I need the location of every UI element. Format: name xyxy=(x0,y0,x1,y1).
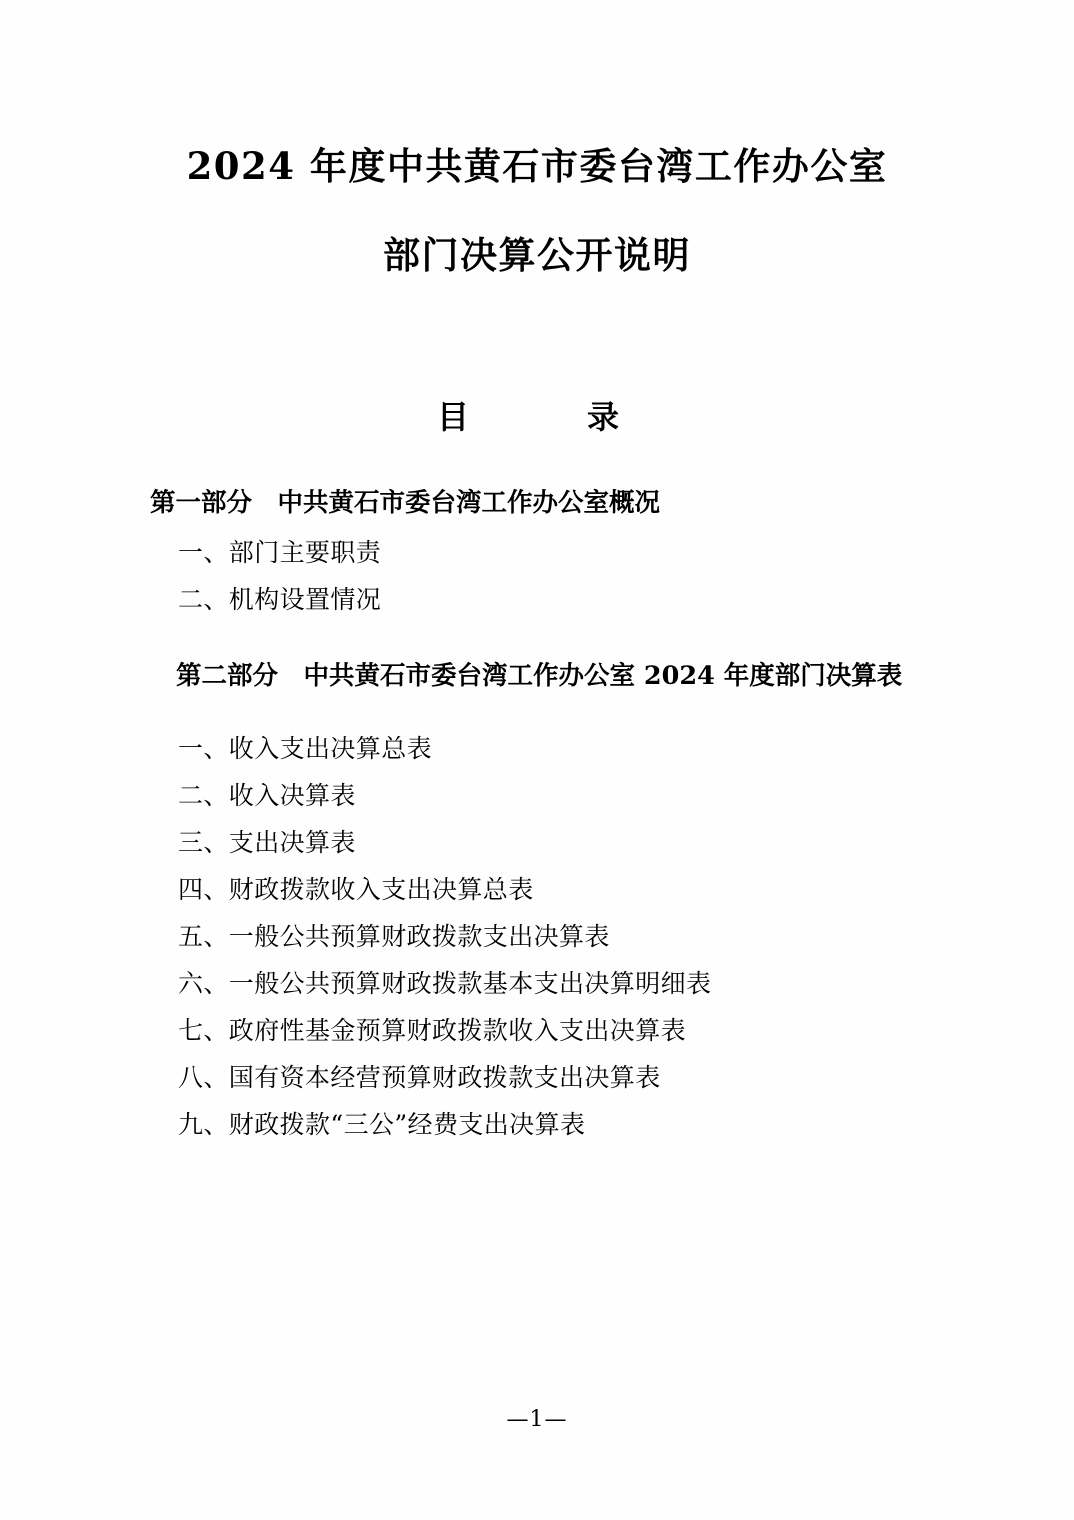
page-title xyxy=(148,144,926,277)
list-item: 六、一般公共预算财政拨款基本支出决算明细表 xyxy=(178,968,712,998)
page-number: —1— xyxy=(506,1407,568,1432)
toc-part-two-heading: 第二部分 中共黄石市委台湾工作办公室 2024 年度部门决算表 xyxy=(176,661,903,692)
list-item: 一、收入支出决算总表 xyxy=(178,733,433,763)
list-item: 八、国有资本经营预算财政拨款支出决算表 xyxy=(178,1062,661,1092)
list-item: 二、收入决算表 xyxy=(178,780,356,810)
list-item: 九、财政拨款“三公”经费支出决算表 xyxy=(178,1109,586,1139)
title-line-1: 2024 年度中共黄石市委台湾工作办公室 xyxy=(186,144,888,188)
list-item: 五、一般公共预算财政拨款支出决算表 xyxy=(178,921,610,951)
toc-heading: 目 录 xyxy=(436,398,637,436)
table-of-contents xyxy=(148,484,926,1137)
list-item: 七、政府性基金预算财政拨款收入支出决算表 xyxy=(178,1015,687,1045)
spacer xyxy=(148,710,926,736)
title-line-2: 部门决算公开说明 xyxy=(383,233,691,277)
toc-part-one-heading: 第一部分 中共黄石市委台湾工作办公室概况 xyxy=(150,488,661,518)
list-item: 一、部门主要职责 xyxy=(178,538,382,568)
list-item: 三、支出决算表 xyxy=(178,827,356,857)
list-item: 二、机构设置情况 xyxy=(178,585,382,615)
list-item: 四、财政拨款收入支出决算总表 xyxy=(178,874,534,904)
